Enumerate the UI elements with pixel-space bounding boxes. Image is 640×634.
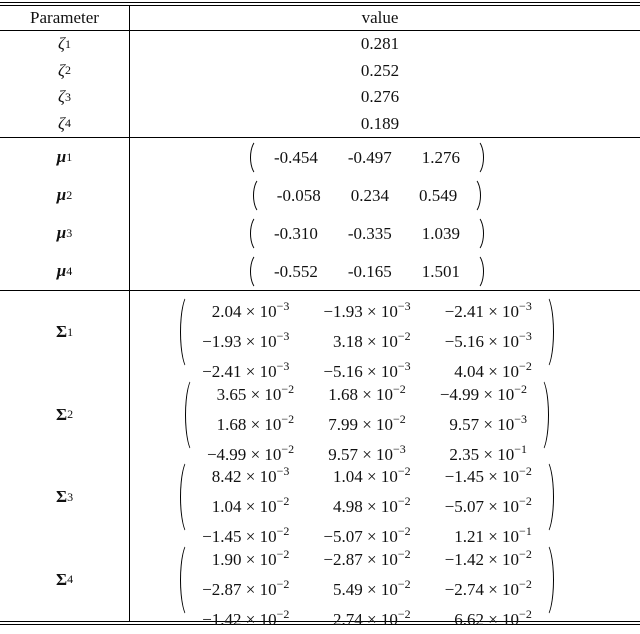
- mantissa: 4.98: [332, 497, 363, 517]
- times-ten: × 10: [362, 549, 398, 569]
- mantissa: −2.87: [323, 549, 363, 569]
- subscript: 3: [64, 89, 71, 104]
- exponent: −2: [281, 381, 295, 396]
- times-ten: × 10: [357, 444, 394, 464]
- matrix: [180, 294, 554, 382]
- right-paren: [544, 294, 554, 370]
- right-paren: [474, 253, 484, 290]
- matrix-entry: 0.549: [418, 185, 458, 205]
- matrix-entry: 1.276: [421, 147, 461, 167]
- left-paren: [250, 139, 260, 176]
- exponent: −2: [281, 441, 295, 456]
- value-cell: [130, 291, 640, 382]
- symbol: μ: [56, 223, 67, 242]
- exponent: −2: [397, 329, 411, 344]
- sigma-row: [0, 539, 640, 629]
- mu-section: [0, 138, 640, 291]
- value-cell: 0.276: [360, 87, 400, 107]
- value-cell: [130, 539, 640, 629]
- value-cell: [130, 176, 640, 214]
- mantissa: 9.57: [449, 414, 480, 434]
- mu-row: [0, 214, 640, 252]
- mantissa: −1.42: [444, 549, 484, 569]
- left-paren: [180, 459, 190, 535]
- matrix-entry: [202, 324, 289, 354]
- right-paren: [471, 177, 481, 214]
- exponent: −3: [276, 329, 290, 344]
- matrix-grid: [190, 294, 544, 382]
- value-cell: [130, 252, 640, 290]
- subscript: 1: [67, 324, 74, 339]
- right-paren: [539, 377, 549, 453]
- parameter-cell: [0, 291, 130, 374]
- matrix-entry: -0.310: [273, 223, 318, 243]
- exponent: −3: [514, 411, 528, 426]
- matrix-entry: [440, 407, 527, 437]
- mantissa: 2.04: [211, 302, 242, 322]
- times-ten: × 10: [483, 549, 520, 569]
- exponent: −2: [397, 494, 411, 509]
- mu-row: [0, 252, 640, 290]
- exponent: −2: [276, 494, 290, 509]
- times-ten: × 10: [241, 332, 277, 352]
- value-cell: 0.189: [360, 113, 400, 133]
- left-paren: [253, 177, 263, 214]
- matrix-entry: -0.335: [347, 223, 392, 243]
- times-ten: × 10: [483, 467, 520, 487]
- mantissa: −5.16: [444, 332, 484, 352]
- sigma-row: [0, 374, 640, 464]
- matrix-entry: [323, 572, 410, 602]
- exponent: −2: [519, 546, 532, 561]
- matrix-entry: -0.454: [273, 147, 318, 167]
- exponent: −2: [281, 411, 295, 426]
- parameter-cell: [0, 111, 130, 138]
- exponent: −1: [519, 524, 532, 539]
- matrix-entry: [202, 542, 289, 572]
- value-cell: [130, 214, 640, 252]
- parameter-cell: [0, 456, 130, 539]
- matrix-entry: [202, 459, 289, 489]
- matrix-entry: [202, 602, 289, 632]
- mantissa: −2.74: [444, 579, 484, 599]
- times-ten: × 10: [362, 467, 398, 487]
- times-ten: × 10: [483, 302, 520, 322]
- mantissa: 1.21: [454, 527, 484, 547]
- exponent: −2: [519, 606, 532, 621]
- matrix-entry: -0.165: [347, 261, 392, 281]
- times-ten: × 10: [362, 609, 398, 629]
- symbol: ζ: [58, 87, 65, 107]
- times-ten: × 10: [483, 579, 520, 599]
- mantissa: 1.68: [216, 414, 247, 434]
- exponent: −3: [393, 441, 406, 456]
- matrix-grid: [260, 215, 474, 252]
- mu-row: [0, 176, 640, 214]
- header-value: value: [361, 8, 399, 27]
- matrix-entry: [202, 294, 289, 324]
- value-cell: [130, 456, 640, 547]
- subscript: 2: [67, 407, 74, 422]
- mantissa: −4.99: [439, 384, 480, 404]
- symbol: ζ: [58, 60, 65, 80]
- exponent: −2: [276, 606, 290, 621]
- matrix-entry: -0.058: [276, 185, 321, 205]
- times-ten: × 10: [483, 362, 520, 382]
- matrix-entry: [202, 572, 289, 602]
- matrix-entry: [445, 572, 532, 602]
- exponent: −2: [276, 524, 290, 539]
- times-ten: × 10: [241, 609, 277, 629]
- subscript: 2: [66, 187, 73, 202]
- subscript: 3: [66, 225, 73, 240]
- matrix-entry: [445, 459, 532, 489]
- sigma-row: [0, 291, 640, 382]
- symbol: Σ: [55, 487, 68, 507]
- mantissa: 9.57: [328, 444, 358, 464]
- subscript: 1: [66, 149, 73, 164]
- exponent: −3: [276, 299, 290, 314]
- mantissa: 6.62: [454, 609, 484, 629]
- times-ten: × 10: [241, 579, 277, 599]
- zeta-row: [0, 111, 640, 138]
- mantissa: 1.68: [328, 384, 358, 404]
- matrix-grid: [260, 253, 474, 290]
- mantissa: 1.04: [211, 497, 242, 517]
- value-cell: [130, 374, 640, 464]
- matrix-grid: [195, 377, 539, 464]
- exponent: −3: [276, 359, 290, 374]
- matrix-entry: [445, 489, 532, 519]
- mantissa: 7.99: [328, 414, 358, 434]
- symbol: ζ: [58, 113, 65, 133]
- times-ten: × 10: [483, 497, 520, 517]
- sigma-row: [0, 456, 640, 547]
- exponent: −3: [397, 299, 411, 314]
- mantissa: −1.45: [202, 527, 242, 547]
- exponent: −2: [397, 464, 411, 479]
- header-row: [0, 6, 640, 31]
- subscript: 3: [67, 489, 74, 504]
- matrix-entry: [445, 542, 532, 572]
- matrix: [250, 215, 484, 252]
- mantissa: 3.18: [332, 332, 363, 352]
- matrix: [250, 139, 484, 176]
- matrix: [253, 177, 481, 214]
- times-ten: × 10: [241, 302, 277, 322]
- symbol: Σ: [55, 322, 68, 342]
- matrix-grid: [190, 459, 544, 547]
- matrix-entry: 1.501: [421, 261, 461, 281]
- exponent: −2: [397, 546, 411, 561]
- matrix-entry: [445, 294, 532, 324]
- exponent: −2: [397, 576, 411, 591]
- matrix-entry: [323, 489, 410, 519]
- parameter-cell: [0, 176, 130, 214]
- parameter-cell: [0, 138, 130, 176]
- exponent: −1: [514, 441, 528, 456]
- symbol: μ: [56, 261, 67, 280]
- matrix-entry: [328, 377, 406, 407]
- times-ten: × 10: [483, 332, 520, 352]
- value-cell: 0.281: [360, 34, 400, 54]
- parameter-cell: [0, 374, 130, 457]
- mantissa: −1.93: [202, 332, 242, 352]
- matrix-entry: [445, 324, 532, 354]
- mantissa: 3.65: [216, 384, 247, 404]
- exponent: −2: [276, 576, 290, 591]
- times-ten: × 10: [241, 527, 277, 547]
- parameter-cell: [0, 214, 130, 252]
- zeta-section: [0, 31, 640, 138]
- mantissa: 5.49: [332, 579, 363, 599]
- matrix-entry: [207, 407, 294, 437]
- sigma-section: [0, 291, 640, 629]
- exponent: −2: [276, 546, 290, 561]
- times-ten: × 10: [362, 579, 398, 599]
- mantissa: −5.16: [323, 362, 363, 382]
- exponent: −3: [276, 464, 290, 479]
- mantissa: −4.99: [206, 444, 247, 464]
- exponent: −2: [519, 359, 532, 374]
- matrix-entry: [328, 407, 406, 437]
- times-ten: × 10: [241, 362, 277, 382]
- mantissa: −2.41: [444, 302, 484, 322]
- right-paren: [544, 459, 554, 535]
- zeta-row: [0, 58, 640, 85]
- matrix-entry: [323, 542, 410, 572]
- subscript: 4: [64, 116, 71, 131]
- times-ten: × 10: [479, 444, 515, 464]
- mantissa: −5.07: [444, 497, 484, 517]
- right-paren: [544, 542, 554, 618]
- value-cell: 0.252: [360, 60, 400, 80]
- matrix-entry: [202, 489, 289, 519]
- parameter-cell: [0, 539, 130, 622]
- exponent: −2: [393, 411, 406, 426]
- matrix-entry: 0.234: [350, 185, 389, 205]
- mantissa: 1.90: [211, 549, 242, 569]
- mantissa: 2.35: [449, 444, 480, 464]
- times-ten: × 10: [246, 444, 282, 464]
- times-ten: × 10: [483, 609, 520, 629]
- symbol: ζ: [58, 34, 65, 54]
- left-paren: [180, 294, 190, 370]
- matrix-entry: 1.039: [421, 223, 461, 243]
- parameter-table: [0, 2, 640, 629]
- times-ten: × 10: [241, 549, 277, 569]
- mantissa: 8.42: [211, 467, 242, 487]
- mu-row: [0, 138, 640, 176]
- times-ten: × 10: [357, 384, 394, 404]
- exponent: −3: [519, 299, 532, 314]
- value-cell: [130, 138, 640, 176]
- parameter-cell: [0, 31, 130, 58]
- matrix-entry: -0.497: [347, 147, 392, 167]
- mantissa: −2.87: [202, 579, 242, 599]
- matrix: [180, 542, 554, 629]
- left-paren: [250, 253, 260, 290]
- times-ten: × 10: [479, 414, 515, 434]
- parameter-cell: [0, 58, 130, 85]
- mantissa: −1.42: [202, 609, 242, 629]
- left-paren: [250, 215, 260, 252]
- zeta-row: [0, 31, 640, 58]
- exponent: −2: [519, 576, 532, 591]
- mantissa: −5.07: [323, 527, 363, 547]
- mantissa: −2.41: [202, 362, 242, 382]
- times-ten: × 10: [241, 497, 277, 517]
- symbol: Σ: [55, 569, 68, 589]
- matrix-entry: [445, 602, 532, 632]
- exponent: −3: [519, 329, 532, 344]
- left-paren: [180, 542, 190, 618]
- right-paren: [474, 139, 484, 176]
- matrix-grid: [263, 177, 471, 214]
- exponent: −2: [519, 494, 532, 509]
- matrix-grid: [260, 139, 474, 176]
- mantissa: 4.04: [454, 362, 484, 382]
- header-parameter: Parameter: [0, 6, 130, 30]
- mantissa: 2.74: [332, 609, 363, 629]
- matrix-entry: [207, 377, 294, 407]
- mantissa: −1.45: [444, 467, 484, 487]
- matrix-grid: [190, 542, 544, 629]
- matrix-entry: -0.552: [273, 261, 318, 281]
- matrix: [185, 377, 549, 464]
- matrix-entry: [323, 324, 410, 354]
- symbol: Σ: [55, 404, 68, 424]
- times-ten: × 10: [246, 384, 282, 404]
- zeta-row: [0, 84, 640, 111]
- matrix: [250, 253, 484, 290]
- symbol: μ: [56, 185, 67, 204]
- exponent: −3: [397, 359, 411, 374]
- times-ten: × 10: [483, 527, 520, 547]
- times-ten: × 10: [362, 527, 398, 547]
- times-ten: × 10: [362, 362, 398, 382]
- parameter-cell: [0, 84, 130, 111]
- matrix-entry: [323, 294, 410, 324]
- mantissa: 1.04: [332, 467, 363, 487]
- matrix-entry: [440, 377, 527, 407]
- matrix-entry: [323, 602, 410, 632]
- subscript: 4: [67, 572, 74, 587]
- exponent: −2: [519, 464, 532, 479]
- left-paren: [185, 377, 195, 453]
- times-ten: × 10: [246, 414, 282, 434]
- times-ten: × 10: [362, 302, 398, 322]
- bottom-rule: [0, 621, 640, 625]
- exponent: −2: [397, 606, 411, 621]
- times-ten: × 10: [362, 497, 398, 517]
- matrix: [180, 459, 554, 547]
- right-paren: [474, 215, 484, 252]
- times-ten: × 10: [362, 332, 398, 352]
- exponent: −2: [397, 524, 411, 539]
- exponent: −2: [514, 381, 528, 396]
- exponent: −2: [393, 381, 406, 396]
- matrix-entry: [323, 459, 410, 489]
- subscript: 2: [64, 63, 71, 78]
- times-ten: × 10: [241, 467, 277, 487]
- parameter-cell: [0, 252, 130, 290]
- subscript: 4: [66, 263, 73, 278]
- times-ten: × 10: [479, 384, 515, 404]
- subscript: 1: [64, 36, 71, 51]
- symbol: μ: [56, 147, 67, 166]
- times-ten: × 10: [357, 414, 394, 434]
- mantissa: −1.93: [323, 302, 363, 322]
